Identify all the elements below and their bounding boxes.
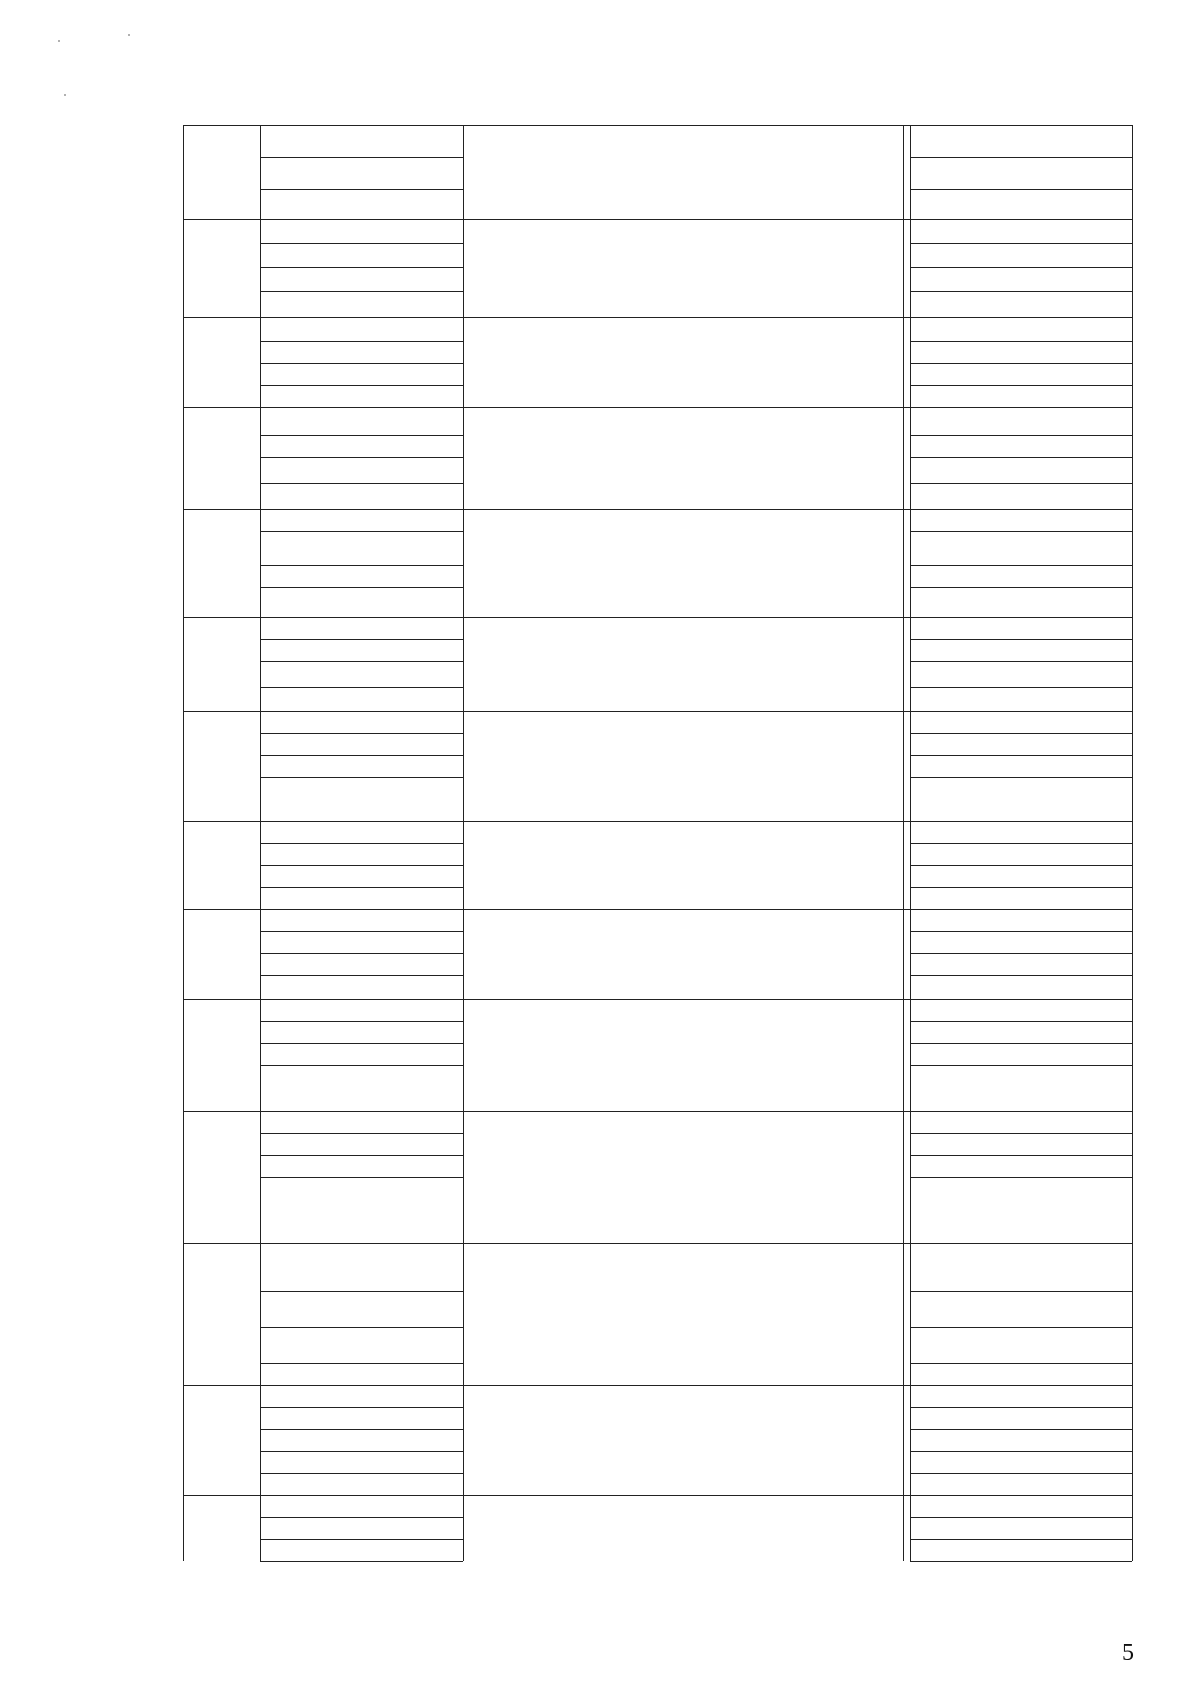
table-rule: [910, 1561, 1132, 1562]
table-rule: [463, 509, 464, 617]
table-rule: [910, 189, 1132, 190]
table-rule: [463, 821, 464, 909]
table-rule: [260, 1385, 261, 1495]
table-rule: [260, 1429, 463, 1430]
table-rule: [183, 821, 184, 909]
table-rule: [260, 999, 261, 1111]
table-rule: [260, 157, 463, 158]
table-rule: [910, 1291, 1132, 1292]
table-rule: [1132, 617, 1133, 711]
table-rule: [910, 1495, 911, 1561]
table-rule: [910, 687, 1132, 688]
table-rule: [183, 821, 1132, 822]
table-rule: [910, 1451, 1132, 1452]
table-rule: [910, 1429, 1132, 1430]
table-rule: [910, 317, 911, 407]
table-rule: [463, 711, 464, 821]
table-rule: [463, 407, 464, 509]
table-rule: [183, 509, 184, 617]
table-rule: [910, 219, 911, 317]
table-rule: [1132, 407, 1133, 509]
table-rule: [260, 1043, 463, 1044]
table-rule: [260, 661, 463, 662]
table-rule: [260, 189, 463, 190]
table-rule: [910, 1177, 1132, 1178]
table-rule: [260, 953, 463, 954]
table-rule: [260, 1495, 261, 1561]
table-rule: [260, 219, 261, 317]
table-rule: [910, 1473, 1132, 1474]
table-rule: [183, 219, 1132, 220]
table-rule: [463, 999, 464, 1111]
table-rule: [910, 267, 1132, 268]
table-rule: [910, 865, 1132, 866]
table-rule: [910, 1517, 1132, 1518]
table-rule: [260, 341, 463, 342]
table-rule: [1132, 711, 1133, 821]
table-rule: [910, 1327, 1132, 1328]
table-rule: [910, 909, 911, 999]
table-rule: [260, 457, 463, 458]
table-rule: [183, 617, 1132, 618]
table-rule: [903, 999, 904, 1111]
table-rule: [463, 909, 464, 999]
table-rule: [903, 219, 904, 317]
table-rule: [910, 457, 1132, 458]
table-rule: [260, 909, 261, 999]
table-rule: [910, 639, 1132, 640]
table-rule: [910, 407, 911, 509]
table-rule: [1132, 125, 1133, 219]
table-rule: [260, 385, 463, 386]
table-rule: [903, 909, 904, 999]
table-rule: [903, 1385, 904, 1495]
table-rule: [260, 243, 463, 244]
table-rule: [1132, 1111, 1133, 1243]
table-rule: [910, 975, 1132, 976]
table-rule: [910, 1133, 1132, 1134]
scan-speck: [64, 94, 66, 96]
table-rule: [1132, 999, 1133, 1111]
table-rule: [183, 999, 1132, 1000]
table-rule: [910, 1043, 1132, 1044]
table-rule: [910, 243, 1132, 244]
table-rule: [910, 587, 1132, 588]
table-rule: [183, 1495, 1132, 1496]
table-rule: [910, 291, 1132, 292]
table-rule: [260, 711, 261, 821]
table-rule: [910, 435, 1132, 436]
table-rule: [1132, 909, 1133, 999]
table-rule: [183, 1111, 184, 1243]
table-rule: [260, 317, 261, 407]
table-rule: [183, 711, 1132, 712]
table-rule: [463, 317, 464, 407]
table-rule: [903, 407, 904, 509]
table-rule: [463, 1111, 464, 1243]
table-rule: [260, 1539, 463, 1540]
table-rule: [910, 953, 1132, 954]
table-rule: [183, 617, 184, 711]
table-rule: [910, 755, 1132, 756]
table-rule: [1132, 317, 1133, 407]
table-rule: [260, 1473, 463, 1474]
table-rule: [910, 565, 1132, 566]
table-rule: [910, 483, 1132, 484]
table-rule: [463, 1495, 464, 1561]
table-rule: [183, 999, 184, 1111]
table-rule: [910, 661, 1132, 662]
table-rule: [260, 1363, 463, 1364]
table-rule: [260, 483, 463, 484]
table-rule: [183, 1385, 1132, 1386]
table-rule: [1132, 821, 1133, 909]
table-rule: [260, 733, 463, 734]
table-rule: [910, 531, 1132, 532]
table-rule: [903, 711, 904, 821]
table-rule: [260, 531, 463, 532]
table-rule: [260, 843, 463, 844]
table-rule: [903, 125, 904, 219]
table-rule: [260, 407, 261, 509]
table-rule: [260, 1177, 463, 1178]
table-rule: [260, 687, 463, 688]
table-rule: [463, 219, 464, 317]
table-rule: [183, 1495, 184, 1561]
table-rule: [260, 267, 463, 268]
table-rule: [260, 617, 261, 711]
page-number: 5: [1122, 1640, 1134, 1666]
table-rule: [910, 1385, 911, 1495]
table-rule: [910, 887, 1132, 888]
table-rule: [260, 755, 463, 756]
table-rule: [183, 317, 184, 407]
table-rule: [260, 1065, 463, 1066]
table-rule: [903, 617, 904, 711]
table-rule: [260, 587, 463, 588]
table-rule: [910, 385, 1132, 386]
table-rule: [260, 291, 463, 292]
table-rule: [183, 125, 1132, 126]
table-rule: [260, 777, 463, 778]
table-rule: [260, 1155, 463, 1156]
table-rule: [903, 1495, 904, 1561]
table-rule: [910, 125, 911, 219]
table-rule: [910, 157, 1132, 158]
table-rule: [1132, 1495, 1133, 1561]
table-rule: [260, 1451, 463, 1452]
table-rule: [910, 711, 911, 821]
table-rule: [260, 865, 463, 866]
table-rule: [260, 363, 463, 364]
table-rule: [910, 999, 911, 1111]
table-rule: [910, 777, 1132, 778]
table-rule: [260, 1291, 463, 1292]
table-rule: [183, 711, 184, 821]
table-rule: [260, 435, 463, 436]
scan-speck: [128, 34, 130, 36]
table-rule: [910, 1155, 1132, 1156]
table-rule: [183, 1243, 1132, 1244]
table-rule: [183, 407, 184, 509]
table-rule: [463, 125, 464, 219]
table-rule: [910, 1363, 1132, 1364]
table-rule: [910, 1065, 1132, 1066]
table-rule: [260, 125, 261, 219]
table-rule: [260, 1021, 463, 1022]
table-rule: [260, 1327, 463, 1328]
table-rule: [910, 341, 1132, 342]
table-rule: [903, 821, 904, 909]
table-rule: [183, 909, 1132, 910]
table-rule: [1132, 1385, 1133, 1495]
table-rule: [910, 1407, 1132, 1408]
table-rule: [183, 1385, 184, 1495]
table-rule: [183, 1111, 1132, 1112]
table-rule: [260, 887, 463, 888]
table-rule: [260, 639, 463, 640]
table-rule: [183, 909, 184, 999]
table-rule: [903, 509, 904, 617]
table-rule: [183, 219, 184, 317]
table-rule: [463, 617, 464, 711]
table-rule: [260, 565, 463, 566]
table-rule: [1132, 509, 1133, 617]
table-rule: [463, 1243, 464, 1385]
table-rule: [260, 509, 261, 617]
table-rule: [910, 363, 1132, 364]
table-rule: [260, 931, 463, 932]
table-rule: [910, 843, 1132, 844]
table-rule: [183, 509, 1132, 510]
table-rule: [183, 317, 1132, 318]
table-rule: [910, 931, 1132, 932]
table-rule: [183, 125, 184, 219]
table-rule: [1132, 219, 1133, 317]
table-rule: [260, 975, 463, 976]
table-rule: [260, 1133, 463, 1134]
table-rule: [183, 1243, 184, 1385]
table-rule: [903, 317, 904, 407]
table-rule: [903, 1111, 904, 1243]
table-rule: [260, 1407, 463, 1408]
table-rule: [260, 1517, 463, 1518]
table-rule: [903, 1243, 904, 1385]
table-rule: [1132, 1243, 1133, 1385]
table-rule: [260, 1561, 463, 1562]
table-rule: [183, 407, 1132, 408]
table-rule: [910, 1021, 1132, 1022]
table-rule: [910, 733, 1132, 734]
table-rule: [910, 617, 911, 711]
table-rule: [463, 1385, 464, 1495]
scan-speck: [58, 40, 60, 42]
table-rule: [910, 509, 911, 617]
table-rule: [910, 1539, 1132, 1540]
